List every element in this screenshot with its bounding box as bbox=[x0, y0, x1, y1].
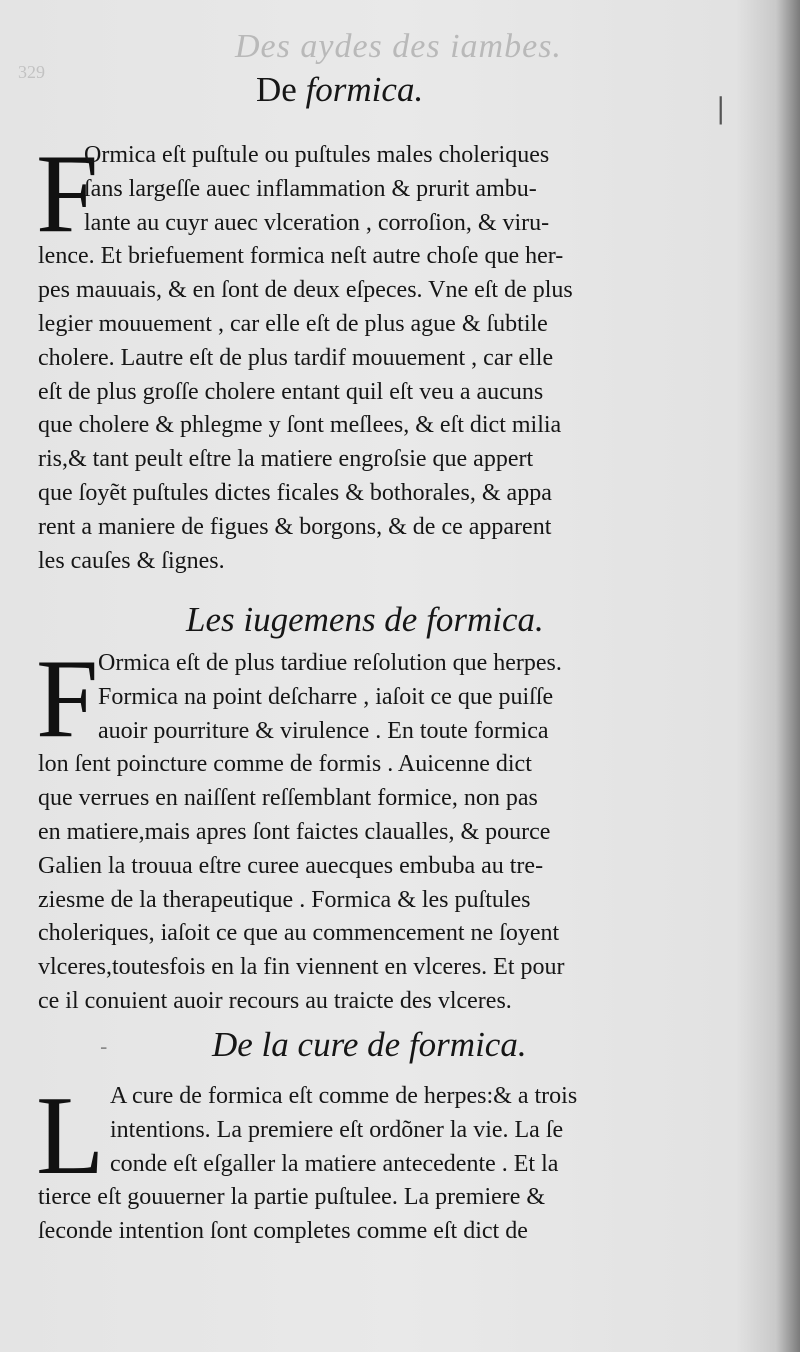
page-number: 329 bbox=[18, 62, 45, 82]
text-line: ris,& tant peult eſtre la matiere engroſsie que appert bbox=[38, 446, 534, 473]
text-line: lence. Et briefuement formica neſt autre choſe que her- bbox=[38, 243, 564, 270]
text-line: vlceres,toutesfois en la fin viennent en vlceres. Et pour bbox=[38, 954, 565, 981]
text-line: cholere. Lautre eſt de plus tardif mouuement , car elle bbox=[38, 344, 554, 371]
text-line: ziesme de la therapeutique . Formica & les puſtules bbox=[38, 886, 531, 913]
text-line: A cure de formica eſt comme de herpes:& a trois bbox=[110, 1083, 578, 1109]
show-through-running-head: Des aydes des iambes. bbox=[235, 28, 562, 65]
text-line: ce il conuient auoir recours au traicte des vlceres. bbox=[38, 987, 512, 1014]
section-heading-formica bbox=[256, 70, 423, 110]
text-line: Ormica eſt puſtule ou puſtules males choleriques bbox=[84, 142, 550, 168]
text-line: eſt de plus groſſe cholere entant quil eſt veu a aucuns bbox=[38, 378, 544, 405]
paragraph-formica bbox=[36, 132, 738, 578]
heading-italic: formica. bbox=[305, 70, 424, 109]
text-line: Galien la trouua eſtre curee auecques embuba au tre- bbox=[38, 852, 544, 879]
margin-marker: | bbox=[716, 92, 726, 125]
text-line: intentions. La premiere eſt ordõner la vie. La ſe bbox=[110, 1116, 564, 1143]
text-line: que verrues en naiſſent reſſemblant formice, non pas bbox=[38, 785, 538, 812]
text-line: lon ſent poincture comme de formis . Auicenne dict bbox=[38, 751, 532, 778]
section-heading-cure bbox=[212, 1025, 527, 1065]
text-line: que ſoyẽt puſtules dictes ficales & bothorales, & appa bbox=[38, 479, 552, 506]
text-line: Ormica eſt de plus tardiue reſolution que herpes. bbox=[98, 650, 562, 676]
text-line: ſeconde intention ſont completes comme eſt dict de bbox=[38, 1218, 528, 1245]
text-line: en matiere,mais apres ſont faictes claualles, & pource bbox=[38, 818, 551, 845]
text-line: rent a maniere de figues & borgons, & de ce apparent bbox=[38, 513, 552, 540]
text-line: que cholere & phlegme y ſont meſlees, & eſt dict milia bbox=[38, 412, 562, 439]
text-line: lante au cuyr auec vlceration , corroſion, & viru- bbox=[84, 209, 550, 236]
text-line: legier mouuement , car elle eſt de plus ague & ſubtile bbox=[38, 310, 548, 337]
paragraph-iugemens bbox=[38, 647, 738, 1019]
text-line: auoir pourriture & virulence . En toute formica bbox=[98, 717, 549, 744]
text-line: choleriques, iaſoit ce que au commencement ne ſoyent bbox=[38, 920, 560, 947]
text-line: pes mauuais, & en ſont de deux eſpeces. Vne eſt de plus bbox=[38, 277, 573, 304]
section-heading-iugemens bbox=[186, 600, 544, 640]
text-line: conde eſt eſgaller la matiere antecedente . Et la bbox=[110, 1150, 559, 1177]
heading-italic: De la cure de formica. bbox=[212, 1025, 527, 1064]
drop-cap: F bbox=[36, 132, 99, 256]
margin-tick: - bbox=[100, 1035, 108, 1060]
heading-prefix: De bbox=[256, 70, 297, 109]
text-line: ſans largeſſe auec inflammation & prurit ambu- bbox=[84, 175, 537, 202]
text-line: tierce eſt gouuerner la partie puſtulee. La premiere & bbox=[38, 1184, 546, 1211]
text-line: les cauſes & ſignes. bbox=[38, 547, 225, 574]
text-line: Formica na point deſcharre , iaſoit ce que puiſſe bbox=[98, 683, 554, 710]
drop-cap: F bbox=[36, 637, 99, 761]
heading-italic: Les iugemens de formica. bbox=[186, 600, 544, 639]
drop-cap: L bbox=[36, 1074, 105, 1198]
paragraph-cure bbox=[36, 1074, 738, 1249]
